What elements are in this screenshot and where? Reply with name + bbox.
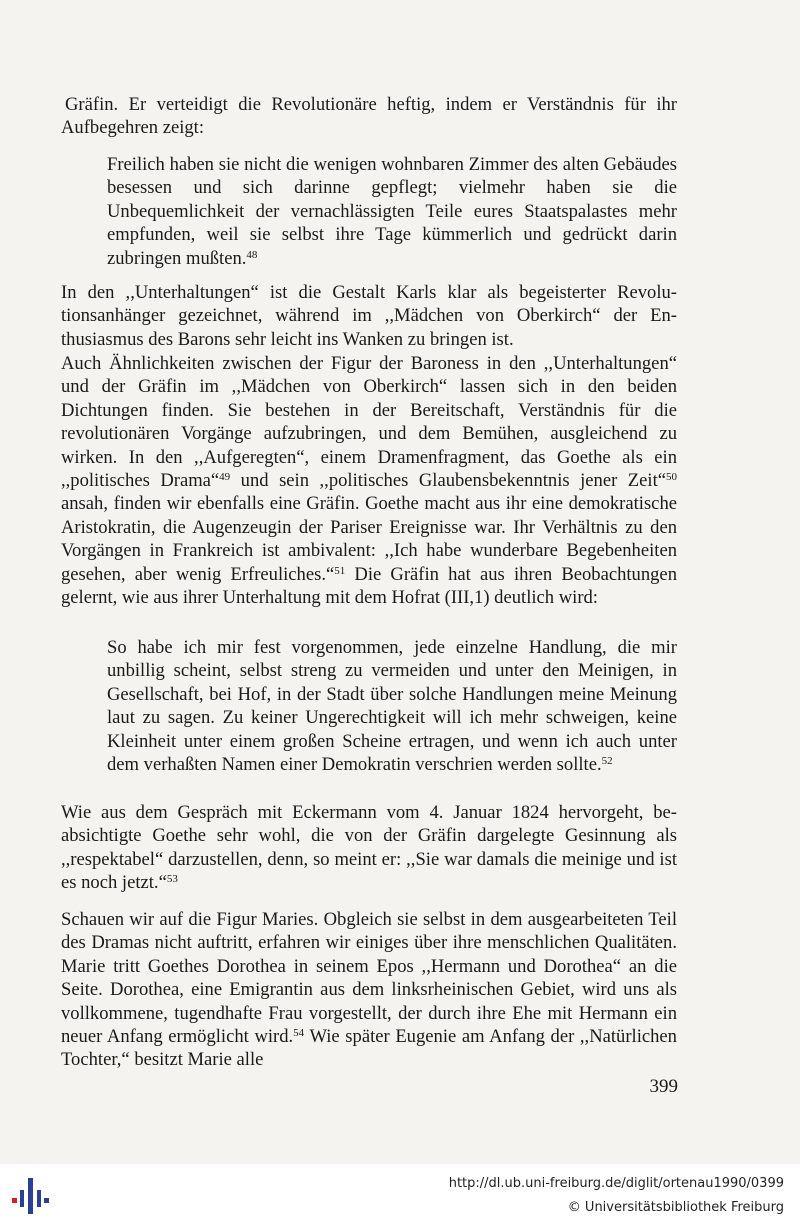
paragraph xyxy=(61,281,677,351)
paragraph xyxy=(61,801,677,895)
paragraph-text: Wie aus dem Gespräch mit Eckermann vom 4. Januar 1824 hervorgeht, beabsichtigte Goethe sehr wohl, die von der Gräfin dargelegte Gesinnung als ,,respektabel“ darzustellen, denn, so meint er: ,,Sie war damals die meinige und ist es noch jetzt.“ xyxy=(61,802,677,894)
quote-text: Freilich haben sie nicht die wenigen wohnbaren Zimmer des alten Gebäudes besessen und sich darinne gepflegt; vielmehr haben sie die Unbequemlichkeit der vernachlässigten Teile eures Staatspalastes mehr empfunden, weil sie selbst ihre Tage kümmerlich und gedrückt darin zubringen mußten. xyxy=(107,154,677,269)
paragraph-text: Gräfin. Er verteidigt die Revolutionäre heftig, indem er Verständnis für ihr Aufbegehren zeigt: xyxy=(61,94,677,139)
footnote-marker: 51 xyxy=(334,564,346,577)
source-url-link[interactable]: http://dl.ub.uni-freiburg.de/diglit/ortenau1990/0399 xyxy=(448,1176,784,1191)
paragraph xyxy=(61,352,677,609)
paragraph-text: ansah, finden wir ebenfalls eine Gräfin. Goethe macht aus ihr eine demokratische Aristokratin, die Augenzeugin der Pariser Ereignisse war. Ihr Verhältnis zu den Vorgängen in Frankreich ist ambivalent: ,,Ich habe wunderbare Begebenheiten gesehen, aber wenig Erfreuliches.“ xyxy=(61,493,677,585)
footnote-marker: 50 xyxy=(666,471,677,484)
paragraph-text: In den ,,Unterhaltungen“ ist die Gestalt Karls klar als begeisterter Revolutionsanhänger gezeichnet, während im ,,Mädchen von Oberkirch“ der Enthusiasmus des Barons sehr leicht ins Wanken zu bringen ist. xyxy=(61,282,677,350)
block-quote xyxy=(107,636,677,776)
paragraph xyxy=(61,908,677,1072)
paragraph-text: Die Gräfin hat aus ihren Beobachtungen gelernt, wie aus ihrer Unterhaltung mit dem Hofrat (III,1) deutlich wird: xyxy=(61,563,677,609)
footnote-marker: 53 xyxy=(166,873,178,886)
copyright-text: © Universitätsbibliothek Freiburg xyxy=(567,1200,784,1215)
footnote-marker: 48 xyxy=(246,248,258,261)
block-quote xyxy=(107,153,677,270)
footnote-marker: 49 xyxy=(219,471,231,484)
paragraph-text: Auch Ähnlichkeiten zwischen der Figur der Baroness in den ,,Unterhaltungen“ und der Gräfin im ,,Mädchen von Oberkirch“ lassen sich in den beiden Dichtungen finden. Sie bestehen in der Bereitschaft, Verständnis für die revolutionären Vorgänge aufzubringen, und dem Bemühen, ausgleichend zu wirken. In den ,,Aufgeregten“, einem Dramenfragment, das Goethe als ein ,,politisches Drama“ xyxy=(61,353,677,492)
paragraph-text: Wie später Eugenie am Anfang der ,,Natürlichen Tochter,“ besitzt Marie alle xyxy=(61,1026,677,1071)
footer-bar xyxy=(0,1164,800,1224)
paragraph xyxy=(61,93,677,140)
footnote-marker: 52 xyxy=(601,755,613,768)
footnote-marker: 54 xyxy=(293,1027,305,1040)
ub-freiburg-logo-icon xyxy=(10,1176,50,1216)
quote-text: So habe ich mir fest vorgenommen, jede einzelne Handlung, die mir unbillig scheint, selbst streng zu vermeiden und unter den Meinigen, in Gesellschaft, bei Hof, in der Stadt über solche Handlungen meine Meinung laut zu sagen. Zu keiner Ungerechtigkeit will ich mehr schweigen, keine Kleinheit unter einem großen Scheine ertragen, und wenn ich auch unter dem verhaßten Namen einer Demokratin verschrien werden sollte. xyxy=(107,637,677,776)
paragraph-text: und sein ,,politisches Glaubensbekenntnis jener Zeit“ xyxy=(230,470,666,492)
paragraph-text: Schauen wir auf die Figur Maries. Obgleich sie selbst in dem ausgearbeiteten Teil des Dramas nicht auftritt, erfahren wir einiges über ihre menschlichen Qualitäten. Marie tritt Goethes Dorothea in seinem Epos ,,Hermann und Dorothea“ an die Seite. Dorothea, eine Emigrantin aus dem linksrheinischen Gebiet, wird uns als vollkommene, tugendhafte Frau vorgestellt, der durch ihre Ehe mit Hermann ein neuer Anfang ermöglicht wird. xyxy=(61,909,677,1048)
page-number: 399 xyxy=(649,1076,678,1097)
